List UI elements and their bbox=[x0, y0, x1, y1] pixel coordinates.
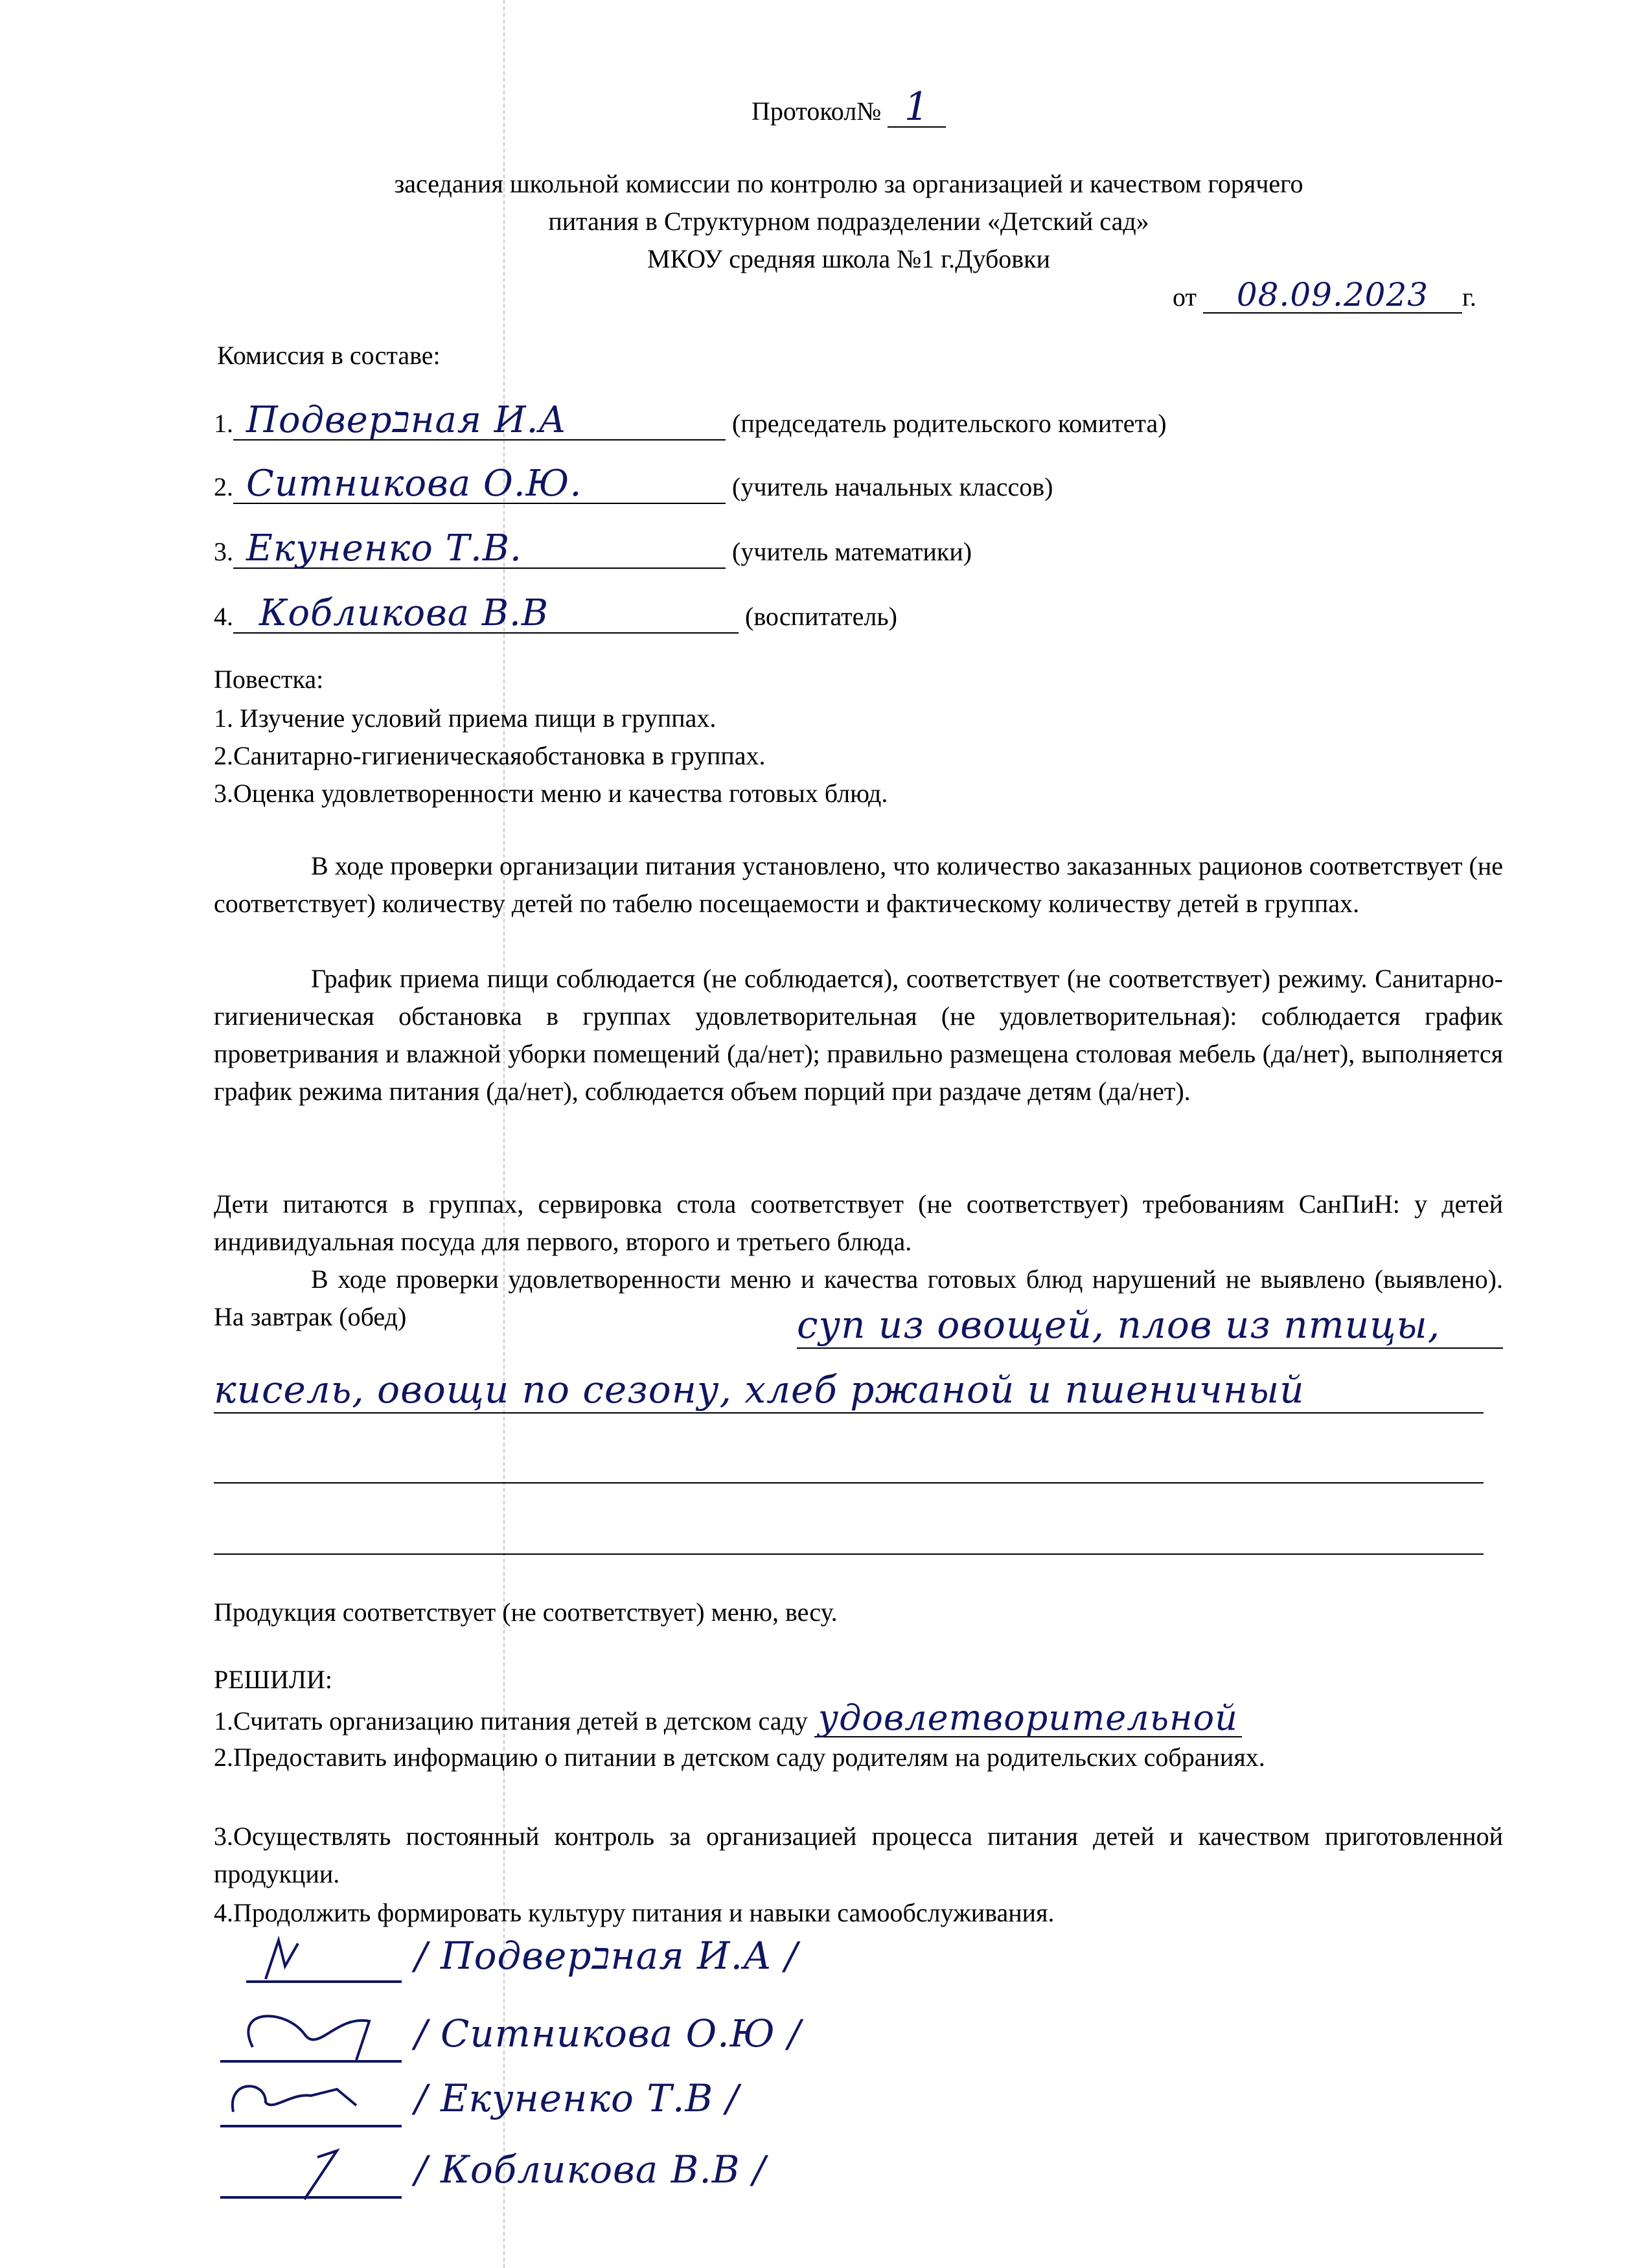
menu-blank-line-1 bbox=[214, 1482, 1484, 1483]
member-4-role: (воспитатель) bbox=[745, 602, 897, 631]
decision-4: 4.Продолжить формировать культуру питания и навыки самообслуживания. bbox=[214, 1898, 1055, 1927]
member-2-name: Ситникова О.Ю. bbox=[233, 465, 726, 504]
signature-row-4 bbox=[207, 2138, 829, 2203]
signature-name-1-text: Подверבная И.А bbox=[440, 1934, 772, 1978]
paragraph-product-compliance: Продукция соответствует (не соответствует) меню, весу. bbox=[214, 1598, 838, 1627]
member-1-role: (председатель родительского комитета) bbox=[732, 409, 1167, 438]
agenda-item-1: 1. Изучение условий приема пищи в группах. bbox=[214, 704, 717, 733]
subtitle-line-1: заседания школьной комиссии по контролю за организацией и качеством горячего bbox=[394, 169, 1303, 198]
paragraph-schedule: График приема пищи соблюдается (не соблюдается), соответствует (не соответствует) режиму. Санитарно-гигиеническая обстановка в группах удовлетворительная (не удовлетворительная): соблюдается график проветривания и влажной уборки помещений (да/нет); правильно размещена столовая мебель (да/нет), выполняется график режима питания (да/нет), соблюдается объем порций при раздаче детям (да/нет). bbox=[214, 964, 1503, 1106]
decisions-label: РЕШИЛИ: bbox=[214, 1665, 333, 1694]
signature-mark-3 bbox=[207, 2067, 415, 2131]
decision-3: 3.Осуществлять постоянный контроль за организацией процесса питания детей и качеством приготовленной продукции. bbox=[214, 1822, 1503, 1888]
signature-name-1: / Подверבная И.А / bbox=[415, 1934, 798, 1978]
signature-mark-2 bbox=[207, 2002, 415, 2067]
signature-mark-1 bbox=[207, 1927, 402, 1986]
decision-1-value: удовлетворительной bbox=[814, 1700, 1242, 1737]
paragraph-serving: Дети питаются в группах, сервировка стола соответствует (не соответствует) требованиям СанПиН: у детей индивидуальная посуда для первого, второго и третьего блюда. bbox=[214, 1189, 1503, 1256]
member-3-role: (учитель математики) bbox=[732, 537, 972, 566]
member-3 bbox=[214, 527, 1315, 571]
signature-name-3: / Екуненко Т.В / bbox=[415, 2076, 740, 2120]
menu-handwritten-line-2: кисель, овощи по сезону, хлеб ржаной и пшеничный bbox=[214, 1367, 1484, 1414]
member-1-name: Подверבная И.А bbox=[233, 402, 726, 441]
member-4 bbox=[214, 592, 1315, 636]
agenda-label: Повестка: bbox=[214, 665, 324, 694]
commission-label: Комиссия в составе: bbox=[217, 341, 441, 370]
agenda-item-2: 2.Санитарно-гигиеническаяобстановка в группах. bbox=[214, 741, 766, 770]
date-prefix: от bbox=[1173, 282, 1197, 312]
member-3-num: 3. bbox=[214, 537, 233, 566]
member-2-num: 2. bbox=[214, 472, 233, 501]
decision-2: 2.Предоставить информацию о питании в детском саду родителям на родительских собраниях. bbox=[214, 1743, 1265, 1772]
menu-handwritten-line-1: суп из овощей, плов из птицы, bbox=[797, 1302, 1503, 1349]
paragraph-menu-quality: В ходе проверки удовлетворенности меню и качества готовых блюд нарушений не выявлено (выявлено). На завтрак (обед) bbox=[214, 1265, 1503, 1331]
member-2 bbox=[214, 465, 1315, 506]
signature-name-4: / Кобликова В.В / bbox=[415, 2148, 766, 2192]
member-1-num: 1. bbox=[214, 409, 233, 438]
signature-row-1 bbox=[207, 1927, 829, 1986]
member-4-num: 4. bbox=[214, 602, 233, 631]
decision-1 bbox=[214, 1697, 1509, 1740]
agenda-item-3: 3.Оценка удовлетворенности меню и качества готовых блюд. bbox=[214, 779, 888, 808]
subtitle-line-3: МКОУ средняя школа №1 г.Дубовки bbox=[647, 244, 1051, 273]
signature-name-2-text: Ситникова О.Ю bbox=[440, 2011, 775, 2056]
decision-1-text: 1.Считать организацию питания детей в детском саду bbox=[214, 1706, 808, 1735]
date-line bbox=[1173, 277, 1535, 316]
member-1 bbox=[214, 399, 1315, 442]
menu-blank-line-2 bbox=[214, 1553, 1484, 1555]
signature-name-2: / Ситникова О.Ю / bbox=[415, 2011, 801, 2056]
protocol-title bbox=[751, 84, 1050, 130]
signature-mark-4 bbox=[207, 2138, 415, 2203]
subtitle-line-2: питания в Структурном подразделении «Детский сад» bbox=[548, 207, 1149, 236]
signature-name-3-text: Екуненко Т.В bbox=[440, 2076, 714, 2120]
signature-row-3 bbox=[207, 2067, 829, 2131]
date-value: 08.09.2023 bbox=[1203, 277, 1462, 314]
member-4-name: Кобликова В.В bbox=[233, 595, 739, 634]
member-2-role: (учитель начальных классов) bbox=[732, 472, 1053, 501]
protocol-title-text: Протокол№ bbox=[751, 97, 882, 126]
protocol-number: 1 bbox=[888, 87, 946, 128]
signature-name-4-text: Кобликова В.В bbox=[440, 2148, 740, 2192]
date-suffix: г. bbox=[1462, 282, 1476, 312]
paragraph-ration-check: В ходе проверки организации питания установлено, что количество заказанных рационов соответствует (не соответствует) количеству детей по табелю посещаемости и фактическому количеству детей в группах. bbox=[214, 851, 1503, 918]
member-3-name: Екуненко Т.В. bbox=[233, 530, 726, 569]
signature-row-2 bbox=[207, 2002, 829, 2067]
